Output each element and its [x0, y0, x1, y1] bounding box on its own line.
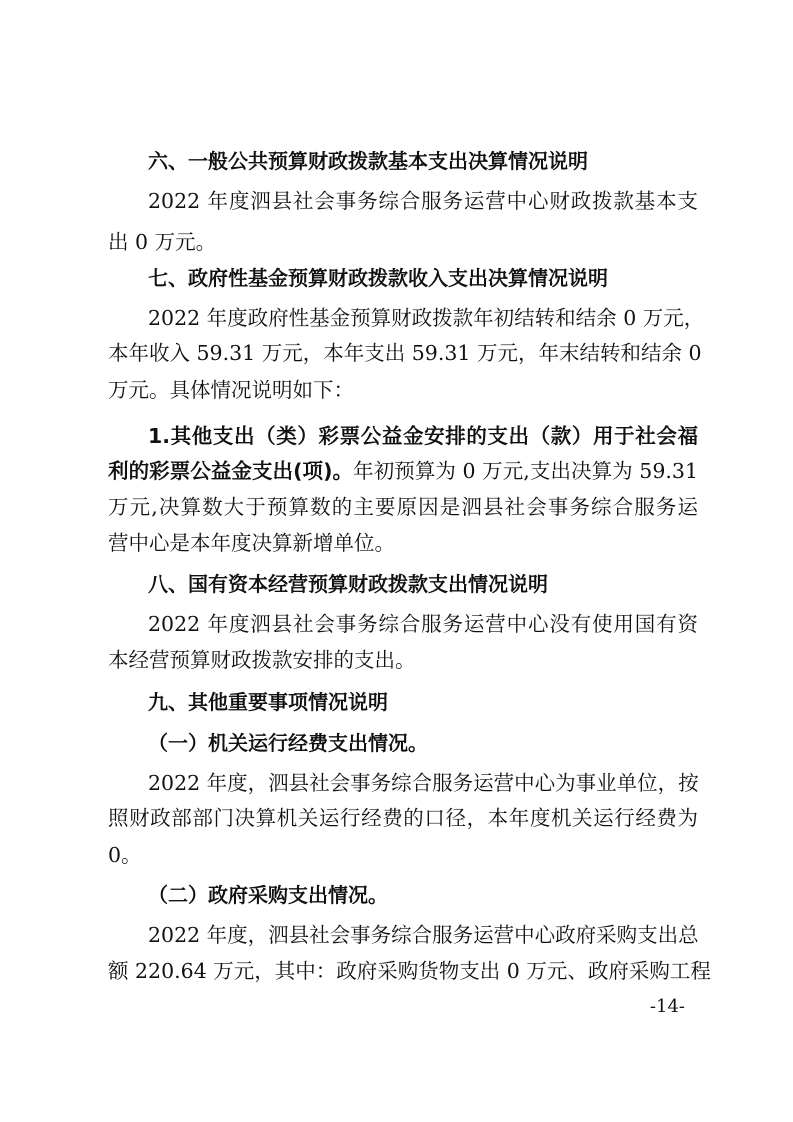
section-6-line-1: 2022 年度泗县社会事务综合服务运营中心财政拨款基本支	[148, 189, 698, 213]
section-8-heading: 八、国有资本经营预算财政拨款支出情况说明	[148, 572, 548, 596]
section-7-line-3: 万元。具体情况说明如下：	[108, 378, 354, 402]
section-7-line-2: 本年收入 59.31 万元，本年支出 59.31 万元，年末结转和结余 0	[108, 341, 702, 365]
section-7-item-1-line-2	[108, 458, 698, 484]
section-8-line-2: 本经营预算财政拨款安排的支出。	[108, 648, 416, 672]
section-9-sub-2-heading: （二）政府采购支出情况。	[148, 883, 388, 907]
section-9-sub-1-line-2: 照财政部部门决算机关运行经费的口径，本年度机关运行经费为	[108, 806, 698, 830]
section-6-heading: 六、一般公共预算财政拨款基本支出决算情况说明	[148, 149, 588, 173]
section-7-item-1-line-4: 营中心是本年度决算新增单位。	[108, 531, 395, 555]
section-9-heading: 九、其他重要事项情况说明	[148, 690, 388, 714]
section-7-heading: 七、政府性基金预算财政拨款收入支出决算情况说明	[148, 266, 608, 290]
section-7-item-1-line-1: 1.其他支出（类）彩票公益金安排的支出（款）用于社会福	[148, 424, 698, 448]
section-9-sub-2-line-1: 2022 年度，泗县社会事务综合服务运营中心政府采购支出总	[148, 923, 699, 947]
section-9-sub-1-line-3: 0。	[108, 843, 142, 867]
section-9-sub-1-heading: （一）机关运行经费支出情况。	[148, 731, 428, 755]
section-8-line-1: 2022 年度泗县社会事务综合服务运营中心没有使用国有资	[148, 612, 698, 636]
section-9-sub-1-line-1: 2022 年度，泗县社会事务综合服务运营中心为事业单位，按	[148, 771, 699, 795]
section-7-item-1-line-3: 万元,决算数大于预算数的主要原因是泗县社会事务综合服务运	[108, 495, 698, 519]
section-6-line-2: 出 0 万元。	[108, 230, 217, 254]
page-number: -14-	[649, 996, 685, 1017]
section-7-line-1: 2022 年度政府性基金预算财政拨款年初结转和结余 0 万元，	[148, 306, 705, 330]
section-9-sub-2-line-2: 额 220.64 万元，其中：政府采购货物支出 0 万元、政府采购工程	[108, 959, 711, 983]
section-7-item-1-budget-text: 年初预算为 0 万元,支出决算为 59.31	[353, 459, 698, 483]
section-7-item-1-title-end: 利的彩票公益金支出(项)。	[108, 459, 354, 483]
